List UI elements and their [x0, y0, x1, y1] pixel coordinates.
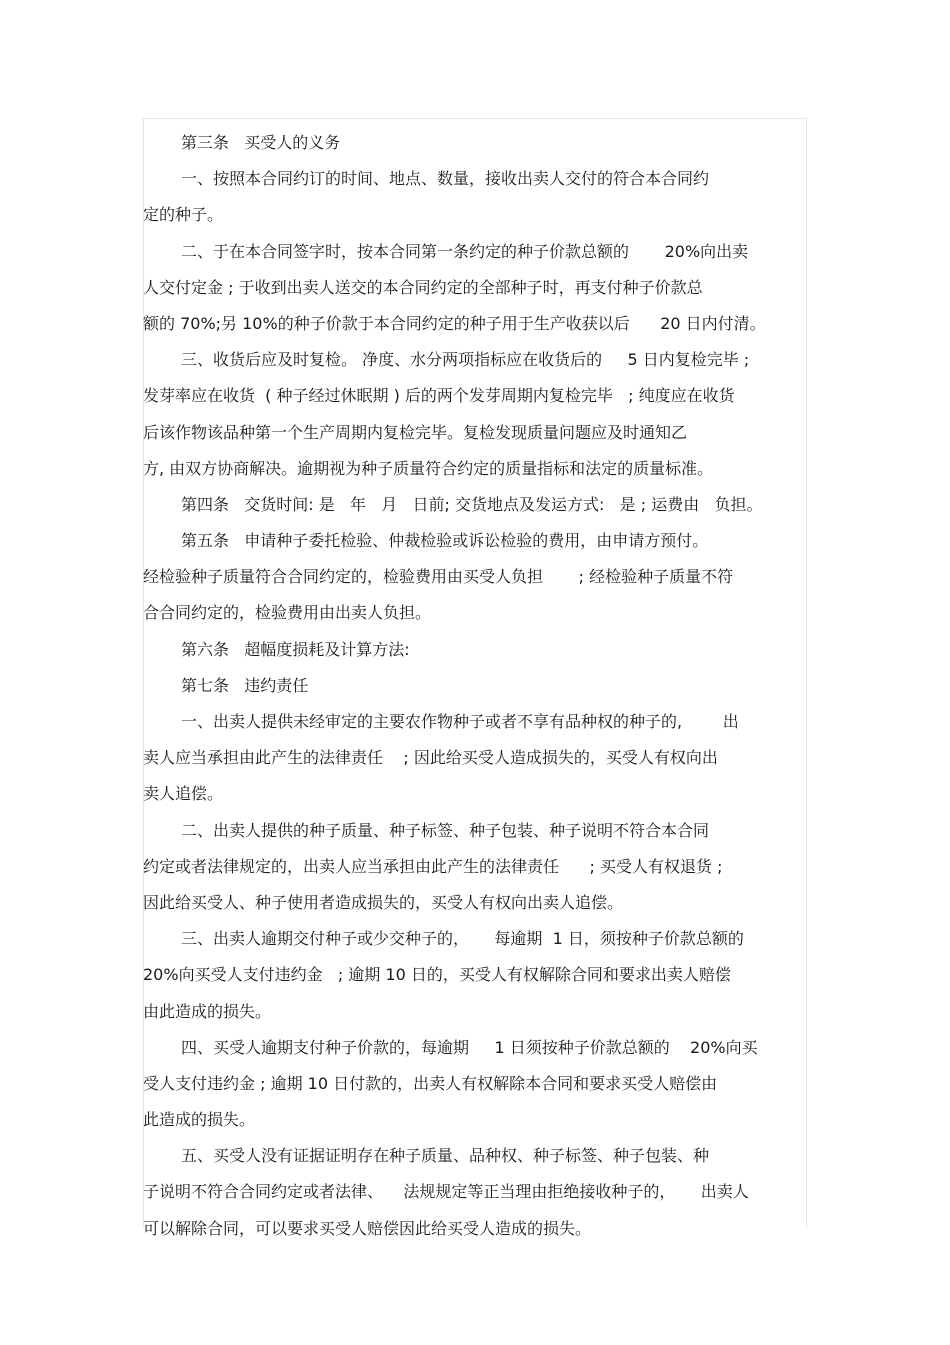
- paragraph-line: 受人支付违约金 ; 逾期 10 日付款的，出卖人有权解除本合同和要求买受人赔偿由: [143, 1073, 718, 1093]
- paragraph-line: 二、于在本合同签字时，按本合同第一条约定的种子价款总额的 20%向出卖: [181, 241, 749, 261]
- paragraph-line: 人交付定金 ; 于收到出卖人送交的本合同约定的全部种子时，再支付种子价款总: [143, 277, 703, 297]
- paragraph-line: 后该作物该品种第一个生产周期内复检完毕。复检发现质量问题应及时通知乙: [143, 422, 688, 442]
- paragraph-line: 一、出卖人提供未经审定的主要农作物种子或者不享有品种权的种子的, 出: [181, 712, 739, 731]
- paragraph-line: 20%向买受人支付违约金 ; 逾期 10 日的，买受人有权解除合同和要求出卖人赔偿: [143, 965, 731, 985]
- paragraph-line: 合合同约定的，检验费用由出卖人负担。: [143, 603, 432, 623]
- paragraph-line: 一、按照本合同约订的时间、地点、数量，接收出卖人交付的符合本合同约: [181, 169, 710, 189]
- paragraph-line: 此造成的损失。: [143, 1110, 256, 1130]
- article-7-heading: 第七条 违约责任: [181, 675, 309, 695]
- paragraph-line: 三、出卖人逾期交付种子或少交种子的， 每逾期 1 日，须按种子价款总额的: [181, 929, 744, 949]
- article-6-heading: 第六条 超幅度损耗及计算方法:: [181, 639, 410, 659]
- article-4-heading: 第四条 交货时间: 是 年 月 日前; 交货地点及发运方式: 是 ; 运费由 负担。: [181, 494, 763, 514]
- paragraph-line: 卖人应当承担由此产生的法律责任 ; 因此给买受人造成损失的，买受人有权向出: [143, 748, 718, 768]
- paragraph-line: 二、出卖人提供的种子质量、种子标签、种子包装、种子说明不符合本合同: [181, 820, 710, 840]
- paragraph-line: 方, 由双方协商解决。逾期视为种子质量符合约定的质量指标和法定的质量标准。: [143, 458, 714, 478]
- paragraph-line: 因此给买受人、种子使用者造成损失的，买受人有权向出卖人追偿。: [143, 892, 624, 912]
- paragraph-line: 子说明不符合合同约定或者法律、 法规规定等正当理由拒绝接收种子的， 出卖人: [143, 1182, 749, 1202]
- paragraph-line: 发芽率应在收货 ( 种子经过休眠期 ) 后的两个发芽周期内复检完毕 ; 纯度应在收货: [143, 386, 735, 406]
- article-5-heading: 第五条 申请种子委托检验、仲裁检验或诉讼检验的费用，由申请方预付。: [181, 531, 709, 551]
- paragraph-line: 三、收货后应及时复检。 净度、水分两项指标应在收货后的 5 日内复检完毕 ;: [181, 350, 750, 370]
- paragraph-line: 四、买受人逾期支付种子价款的，每逾期 1 日须按种子价款总额的 20%向买: [181, 1037, 758, 1057]
- paragraph-line: 额的 70%;另 10%的种子价款于本合同约定的种子用于生产收获以后 20 日内付清。: [143, 313, 766, 333]
- paragraph-line: 可以解除合同，可以要求买受人赔偿因此给买受人造成的损失。: [143, 1218, 592, 1238]
- paragraph-line: 经检验种子质量符合合同约定的，检验费用由买受人负担 ; 经检验种子质量不符: [143, 567, 734, 587]
- paragraph-line: 五、买受人没有证据证明存在种子质量、品种权、种子标签、种子包装、种: [181, 1146, 710, 1166]
- paragraph-line: 定的种子。: [143, 205, 224, 225]
- article-3-heading: 第三条 买受人的义务: [181, 133, 341, 152]
- paragraph-line: 约定或者法律规定的，出卖人应当承担由此产生的法律责任 ; 买受人有权退货 ;: [143, 856, 723, 876]
- document-body: [143, 125, 807, 1247]
- paragraph-line: 由此造成的损失。: [143, 1001, 272, 1021]
- paragraph-line: 卖人追偿。: [143, 784, 224, 804]
